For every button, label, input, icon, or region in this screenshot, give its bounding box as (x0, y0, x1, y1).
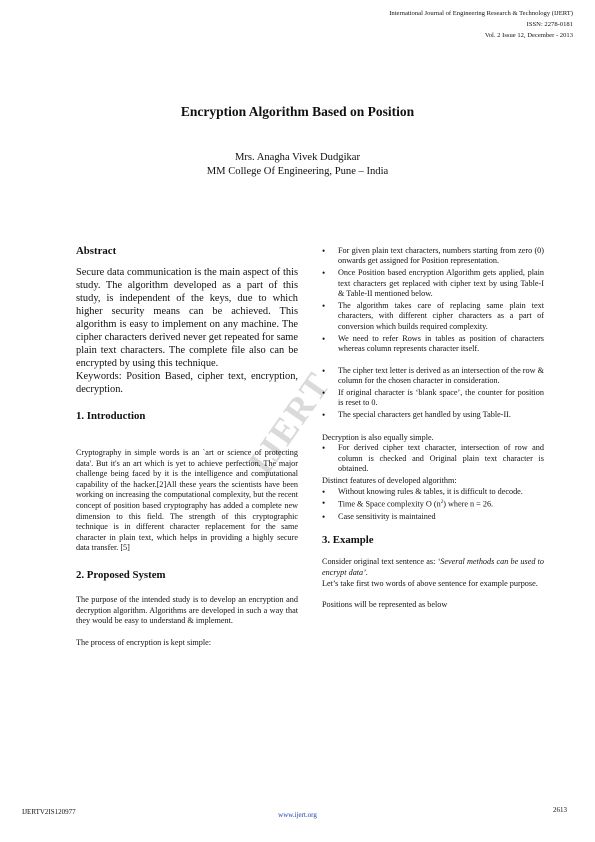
features-list (322, 487, 544, 523)
complexity-pre: Time & Space complexity O (n (338, 500, 441, 510)
example-heading: 3. Example (322, 534, 374, 547)
right-column (322, 246, 544, 611)
author-affiliation: MM College Of Engineering, Pune – India (206, 166, 389, 177)
keywords: Keywords: Position Based, cipher text, encryption, decryption. (76, 371, 298, 395)
author-name: Mrs. Anagha Vivek Dudgikar (234, 152, 361, 163)
volume-issue: Vol. 2 Issue 12, December - 2013 (484, 32, 573, 39)
journal-header (389, 8, 573, 41)
complexity-post: ) where n = 26. (443, 500, 494, 510)
encryption-process-text: The process of encryption is kept simple: (76, 637, 212, 647)
issn: ISSN: 2278-0181 (526, 21, 573, 28)
journal-url-link[interactable]: www.ijert.org (278, 811, 317, 819)
list-item: • We need to refer Rows in tables as position of characters whereas column represents character itself. (322, 334, 544, 355)
example-quote: ‘Several methods can be used to encrypt data’. (322, 557, 544, 578)
list-item: • The algorithm takes care of replacing same plain text characters, with different cipher characters as a part of conversion which builds required complexity. (322, 301, 544, 332)
introduction-heading: 1. Introduction (76, 410, 146, 422)
decryption-list (322, 443, 544, 474)
proposed-system-text: The purpose of the intended study is to develop an encryption and decryption algorithm. Algorithms are developed in such a way that they would be easy to understand & implement. (76, 594, 298, 626)
complexity-exponent: 2 (440, 500, 444, 506)
proposed-system-heading: 2. Proposed System (76, 568, 166, 581)
left-column (76, 245, 298, 648)
list-item: • The special characters get handled by using Table-II. (322, 410, 544, 420)
introduction-text: Cryptography in simple words is an `art or science of protecting data'. But it's an art which is yet to achieve perfection. The major challenge being faced by it is the intelligence and computational capability of the hacker.[2]All these years the scientists have been working on increasing the computational complexity, but the recent concept of position based cryptography has added a complete new dimension to this field. The strength of this cryptographic technique is in different character replacement for the same character in plain text, which helps in providing a highly secure data transfer. [5] (76, 448, 298, 553)
positions-text: Positions will be represented as below (322, 600, 448, 610)
list-item: • Case sensitivity is maintained (322, 512, 544, 522)
decryption-text: Decryption is also equally simple. (322, 432, 434, 442)
distinct-features-text: Distinct features of developed algorithm: (322, 475, 457, 485)
watermark: IJERT (240, 364, 339, 482)
journal-name: International Journal of Engineering Research & Technology (IJERT) (389, 10, 573, 17)
abstract-text: Secure data communication is the main aspect of this study. The algorithm developed as a part of this study, is independent of the keys, due to which higher security means can be achieved. This algorithm is easy to implement on any machine. The cipher characters derived never get repeated for same plain text characters. The complete file also can be encrypted by using this technique. (76, 267, 298, 369)
author-block (0, 151, 595, 179)
list-item: • Without knowing rules & tables, it is difficult to decode. (322, 487, 544, 497)
example-text (322, 557, 544, 578)
list-item (322, 498, 544, 510)
paper-id: IJERTV2IS120977 (22, 808, 76, 816)
example-take-text: Let’s take first two words of above sentence for example purpose. (322, 578, 538, 588)
list-item: • For derived cipher text character, intersection of row and column is checked and Original plain text character is obtained. (322, 443, 544, 474)
list-item: • Once Position based encryption Algorithm gets applied, plain text characters get replaced with cipher text by using Table-I & Table-II mentioned below. (322, 268, 544, 299)
encryption-steps-list (322, 246, 544, 355)
abstract-heading: Abstract (76, 245, 117, 257)
list-item: • For given plain text characters, numbers starting from zero (0) onwards get assigned for Position representation. (322, 246, 544, 267)
list-item: • If original character is ‘blank space’, the counter for position is reset to 0. (322, 388, 544, 409)
list-item: • The cipher text letter is derived as an intersection of the row & column for the chosen character in consideration. (322, 366, 544, 387)
paper-title: Encryption Algorithm Based on Position (180, 104, 415, 119)
example-intro: Consider original text sentence as: (322, 557, 438, 567)
page-number: 2613 (553, 806, 567, 814)
cipher-rules-list (322, 366, 544, 421)
